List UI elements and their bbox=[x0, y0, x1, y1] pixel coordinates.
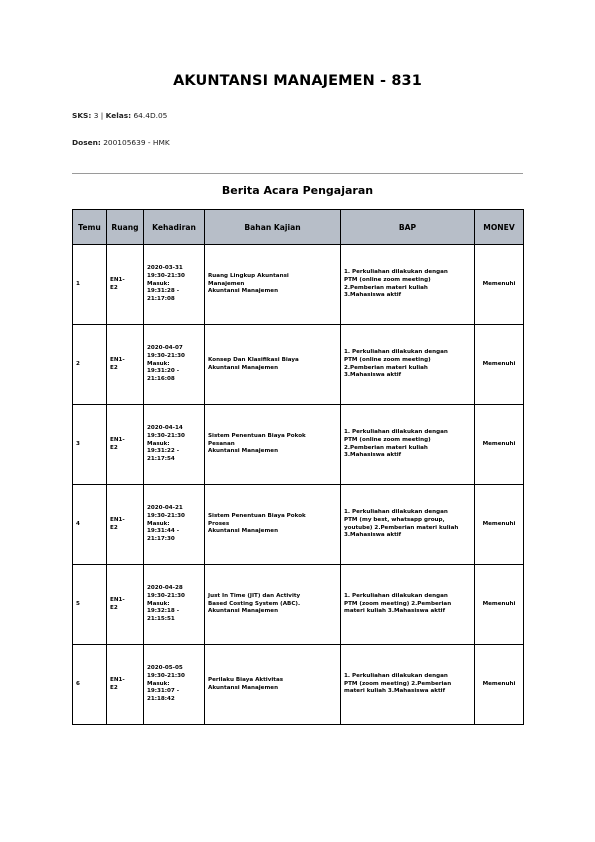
ruang-line: EN1- bbox=[110, 356, 125, 363]
table-row bbox=[73, 485, 524, 565]
bahan-line: Akuntansi Manajemen bbox=[208, 364, 279, 371]
lecturer-line bbox=[72, 138, 170, 147]
cell-ruang bbox=[107, 565, 144, 645]
kehadiran-line: 21:16:08 bbox=[147, 376, 175, 383]
kehadiran-line: 2020-05-05 bbox=[147, 665, 183, 671]
kehadiran-line: 21:17:08 bbox=[147, 296, 175, 303]
cell-bahan-kajian bbox=[205, 485, 341, 565]
kehadiran-line: 19:30-21:30 bbox=[147, 432, 185, 439]
kehadiran-line: 21:18:42 bbox=[147, 696, 175, 703]
kehadiran-line: 21:15:51 bbox=[147, 616, 175, 623]
ruang-line: EN1- bbox=[110, 516, 125, 523]
table-row bbox=[73, 405, 524, 485]
ruang-line: EN1- bbox=[110, 436, 125, 443]
cell-bahan-kajian bbox=[205, 645, 341, 725]
cell-monev: Memenuhi bbox=[475, 325, 524, 405]
kehadiran-line: 19:31:20 - bbox=[147, 368, 180, 375]
kehadiran-line: Masuk: bbox=[147, 360, 170, 367]
ruang-line: E2 bbox=[110, 524, 118, 531]
kehadiran-line: 19:31:07 - bbox=[147, 688, 180, 695]
bap-line: PTM (online zoom meeting) bbox=[344, 276, 431, 283]
cell-temu: 3 bbox=[73, 405, 107, 485]
table-row bbox=[73, 245, 524, 325]
cell-temu: 5 bbox=[73, 565, 107, 645]
ruang-line: E2 bbox=[110, 364, 118, 371]
cell-bap bbox=[341, 565, 475, 645]
cell-monev: Memenuhi bbox=[475, 565, 524, 645]
cell-kehadiran bbox=[144, 405, 205, 485]
kehadiran-line: Masuk: bbox=[147, 520, 170, 527]
kehadiran-line: 21:17:30 bbox=[147, 536, 175, 543]
bap-line: PTM (zoom meeting) 2.Pemberian bbox=[344, 680, 452, 687]
section-title: Berita Acara Pengajaran bbox=[221, 184, 374, 197]
course-meta-line bbox=[72, 111, 167, 120]
ruang-line: EN1- bbox=[110, 676, 125, 683]
ruang-line: EN1- bbox=[110, 596, 125, 603]
header-ruang: Ruang bbox=[107, 210, 144, 245]
ruang-line: E2 bbox=[110, 444, 118, 451]
bap-line: PTM (zoom meeting) 2.Pemberian bbox=[344, 600, 452, 607]
dosen-value: 200105639 - HMK bbox=[103, 138, 170, 147]
bahan-line: Based Costing System (ABC). bbox=[208, 600, 301, 607]
kehadiran-line: 2020-04-28 bbox=[147, 585, 183, 591]
bap-line: PTM (my best, whatsapp group, bbox=[344, 516, 445, 523]
header-temu: Temu bbox=[73, 210, 107, 245]
bap-line: PTM (online zoom meeting) bbox=[344, 356, 431, 363]
cell-kehadiran bbox=[144, 645, 205, 725]
bap-line: 2.Pemberian materi kuliah bbox=[344, 444, 428, 451]
bahan-line: Sistem Penentuan Biaya Pokok bbox=[208, 512, 306, 519]
cell-kehadiran bbox=[144, 565, 205, 645]
kehadiran-line: 21:17:54 bbox=[147, 456, 175, 463]
meta-separator: | bbox=[100, 111, 104, 120]
kehadiran-line: 19:30-21:30 bbox=[147, 672, 185, 679]
table-row bbox=[73, 325, 524, 405]
cell-monev: Memenuhi bbox=[475, 245, 524, 325]
bahan-line: Just In Time (JIT) dan Activity bbox=[208, 592, 301, 599]
cell-ruang bbox=[107, 645, 144, 725]
cell-kehadiran bbox=[144, 325, 205, 405]
cell-temu: 4 bbox=[73, 485, 107, 565]
bahan-line: Perilaku Biaya Aktivitas bbox=[208, 676, 284, 683]
bahan-line: Akuntansi Manajemen bbox=[208, 528, 279, 535]
bap-line: materi kuliah 3.Mahasiswa aktif bbox=[344, 608, 446, 615]
bap-line: materi kuliah 3.Mahasiswa aktif bbox=[344, 688, 446, 695]
bahan-line: Konsep Dan Klasifikasi Biaya bbox=[208, 356, 299, 363]
cell-temu: 1 bbox=[73, 245, 107, 325]
bap-line: PTM (online zoom meeting) bbox=[344, 436, 431, 443]
bap-line: youtube) 2.Pemberian materi kuliah bbox=[344, 524, 459, 531]
cell-bahan-kajian bbox=[205, 565, 341, 645]
table-header-row bbox=[73, 210, 524, 245]
kehadiran-line: 2020-04-21 bbox=[147, 505, 183, 511]
bap-line: 2.Pemberian materi kuliah bbox=[344, 364, 428, 371]
bap-line: 3.Mahasiswa aktif bbox=[344, 532, 402, 539]
bahan-line: Akuntansi Manajemen bbox=[208, 288, 279, 295]
kehadiran-line: Masuk: bbox=[147, 680, 170, 687]
table-row bbox=[73, 645, 524, 725]
divider-line bbox=[72, 173, 523, 174]
bap-line: 1. Perkuliahan dilakukan dengan bbox=[344, 348, 448, 355]
kelas-value: 64.4D.05 bbox=[133, 111, 168, 120]
cell-kehadiran bbox=[144, 245, 205, 325]
cell-temu: 6 bbox=[73, 645, 107, 725]
cell-ruang bbox=[107, 325, 144, 405]
cell-bahan-kajian bbox=[205, 245, 341, 325]
bahan-line: Sistem Penentuan Biaya Pokok bbox=[208, 432, 306, 439]
bap-line: 1. Perkuliahan dilakukan dengan bbox=[344, 672, 448, 679]
kehadiran-line: 19:30-21:30 bbox=[147, 512, 185, 519]
ruang-line: E2 bbox=[110, 684, 118, 691]
kehadiran-line: 19:30-21:30 bbox=[147, 592, 185, 599]
header-kehadiran: Kehadiran bbox=[144, 210, 205, 245]
ruang-line: EN1- bbox=[110, 276, 125, 283]
bahan-line: Ruang Lingkup Akuntansi bbox=[208, 272, 289, 279]
cell-bap bbox=[341, 245, 475, 325]
ruang-line: E2 bbox=[110, 604, 118, 611]
ruang-line: E2 bbox=[110, 284, 118, 291]
bahan-line: Akuntansi Manajemen bbox=[208, 684, 279, 691]
cell-bahan-kajian bbox=[205, 325, 341, 405]
cell-bahan-kajian bbox=[205, 405, 341, 485]
cell-bap bbox=[341, 645, 475, 725]
kehadiran-line: 19:31:28 - bbox=[147, 288, 180, 295]
kehadiran-line: 19:30-21:30 bbox=[147, 272, 185, 279]
bahan-line: Akuntansi Manajemen bbox=[208, 608, 279, 615]
header-bap: BAP bbox=[341, 210, 475, 245]
cell-ruang bbox=[107, 405, 144, 485]
bap-line: 2.Pemberian materi kuliah bbox=[344, 284, 428, 291]
kehadiran-line: 19:32:18 - bbox=[147, 608, 180, 615]
dosen-label: Dosen: bbox=[72, 138, 101, 147]
cell-bap bbox=[341, 485, 475, 565]
bahan-line: Proses bbox=[208, 520, 230, 527]
header-bahan-kajian: Bahan Kajian bbox=[205, 210, 341, 245]
cell-kehadiran bbox=[144, 485, 205, 565]
kelas-label: Kelas: bbox=[105, 111, 132, 120]
cell-monev: Memenuhi bbox=[475, 405, 524, 485]
kehadiran-line: 19:30-21:30 bbox=[147, 352, 185, 359]
kehadiran-line: Masuk: bbox=[147, 280, 170, 287]
bap-line: 3.Mahasiswa aktif bbox=[344, 372, 402, 379]
kehadiran-line: 2020-03-31 bbox=[147, 265, 183, 271]
header-monev: MONEV bbox=[475, 210, 524, 245]
cell-ruang bbox=[107, 245, 144, 325]
kehadiran-line: Masuk: bbox=[147, 440, 170, 447]
cell-ruang bbox=[107, 485, 144, 565]
cell-bap bbox=[341, 405, 475, 485]
bap-line: 1. Perkuliahan dilakukan dengan bbox=[344, 508, 448, 515]
cell-monev: Memenuhi bbox=[475, 645, 524, 725]
bap-table bbox=[72, 209, 524, 725]
sks-label: SKS: bbox=[72, 111, 92, 120]
bap-line: 1. Perkuliahan dilakukan dengan bbox=[344, 592, 448, 599]
kehadiran-line: Masuk: bbox=[147, 600, 170, 607]
bap-line: 3.Mahasiswa aktif bbox=[344, 292, 402, 299]
cell-bap bbox=[341, 325, 475, 405]
bahan-line: Manajemen bbox=[208, 280, 245, 287]
kehadiran-line: 2020-04-14 bbox=[147, 425, 183, 431]
kehadiran-line: 19:31:22 - bbox=[147, 448, 180, 455]
cell-temu: 2 bbox=[73, 325, 107, 405]
kehadiran-line: 19:31:44 - bbox=[147, 528, 180, 535]
cell-monev: Memenuhi bbox=[475, 485, 524, 565]
bap-line: 1. Perkuliahan dilakukan dengan bbox=[344, 428, 448, 435]
bahan-line: Akuntansi Manajemen bbox=[208, 448, 279, 455]
sks-value: 3 bbox=[93, 111, 99, 120]
kehadiran-line: 2020-04-07 bbox=[147, 345, 183, 351]
bap-line: 3.Mahasiswa aktif bbox=[344, 452, 402, 459]
table-row bbox=[73, 565, 524, 645]
bap-line: 1. Perkuliahan dilakukan dengan bbox=[344, 268, 448, 275]
page-title: AKUNTANSI MANAJEMEN - 831 bbox=[173, 73, 422, 89]
bahan-line: Pesanan bbox=[208, 440, 235, 447]
